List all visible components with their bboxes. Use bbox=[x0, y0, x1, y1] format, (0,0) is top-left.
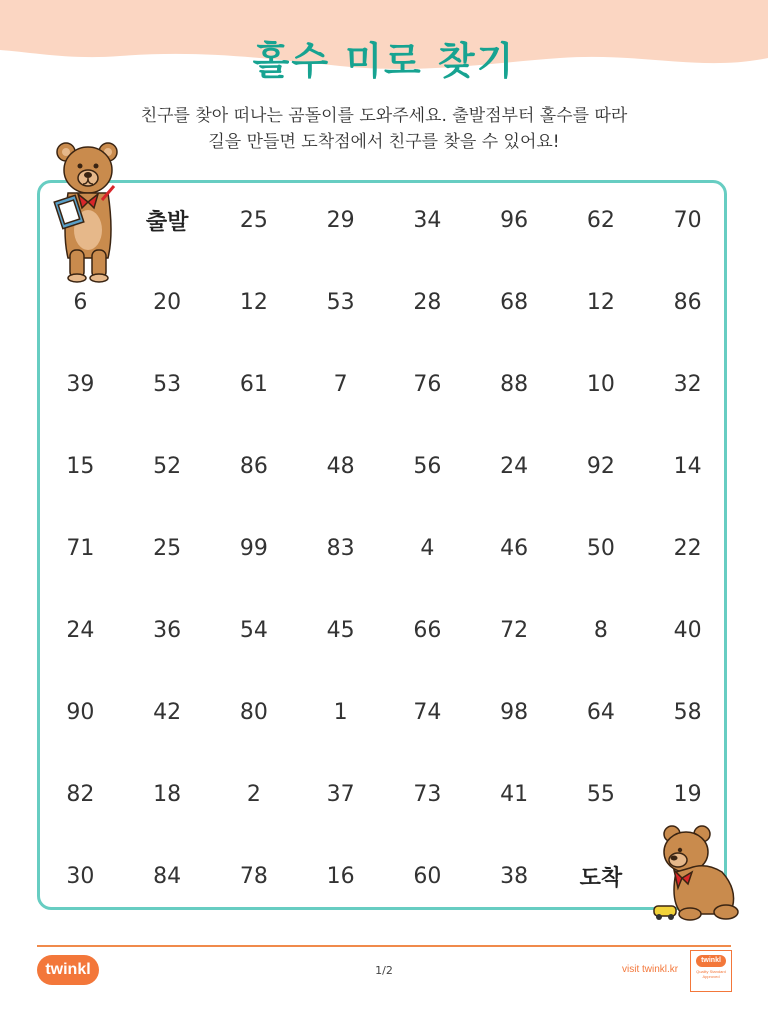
maze-cell: 52 bbox=[153, 453, 182, 479]
maze-cell: 80 bbox=[239, 699, 268, 725]
maze-cell: 72 bbox=[500, 617, 529, 643]
maze-cell: 12 bbox=[239, 289, 268, 315]
maze-cell: 48 bbox=[326, 453, 355, 479]
maze-cell: 6 bbox=[73, 289, 88, 315]
maze-cell: 56 bbox=[413, 453, 442, 479]
maze-cell: 37 bbox=[326, 781, 355, 807]
visit-link[interactable]: visit twinkl.kr bbox=[622, 964, 679, 975]
maze-cell: 34 bbox=[413, 207, 442, 233]
instructions-line-1: 친구를 찾아 떠나는 곰돌이를 도와주세요. 출발점부터 홀수를 따라 bbox=[140, 106, 628, 126]
page-number: 1/2 bbox=[375, 964, 393, 977]
maze-cell: 25 bbox=[239, 207, 268, 233]
maze-cell: 30 bbox=[66, 863, 95, 889]
maze-cell: 1 bbox=[333, 699, 348, 725]
maze-cell: 71 bbox=[66, 535, 95, 561]
maze-cell: 7 bbox=[333, 371, 348, 397]
maze-cell: 74 bbox=[413, 699, 442, 725]
maze-cell: 90 bbox=[66, 699, 95, 725]
finish-label: 도착 bbox=[579, 865, 623, 891]
maze-cell: 22 bbox=[673, 535, 702, 561]
maze-cell: 82 bbox=[66, 781, 95, 807]
maze-cell: 16 bbox=[326, 863, 355, 889]
start-label: 출발 bbox=[145, 209, 189, 235]
maze-cell: 76 bbox=[413, 371, 442, 397]
maze-cell: 46 bbox=[500, 535, 529, 561]
maze-cell: 36 bbox=[153, 617, 182, 643]
maze-cell: 20 bbox=[153, 289, 182, 315]
instructions-line-2: 길을 만들면 도착점에서 친구를 찾을 수 있어요! bbox=[208, 132, 560, 152]
maze-cell: 50 bbox=[586, 535, 615, 561]
maze-grid bbox=[37, 179, 731, 917]
maze-cell: 70 bbox=[673, 207, 702, 233]
maze-cell: 88 bbox=[500, 371, 529, 397]
maze-cell: 24 bbox=[66, 617, 95, 643]
maze-cell: 53 bbox=[153, 371, 182, 397]
maze-cell: 8 bbox=[593, 617, 608, 643]
maze-cell: 28 bbox=[413, 289, 442, 315]
maze-cell: 92 bbox=[586, 453, 615, 479]
maze-cell: 60 bbox=[413, 863, 442, 889]
maze-cell: 61 bbox=[239, 371, 268, 397]
quality-badge bbox=[690, 950, 732, 992]
maze-cell: 55 bbox=[586, 781, 615, 807]
maze-cell: 86 bbox=[673, 289, 702, 315]
maze-cell: 29 bbox=[326, 207, 355, 233]
finish-bear-illustration bbox=[650, 822, 742, 922]
maze-cell: 40 bbox=[673, 617, 702, 643]
maze-cell: 2 bbox=[246, 781, 261, 807]
maze-cell: 68 bbox=[500, 289, 529, 315]
maze-cell: 24 bbox=[500, 453, 529, 479]
maze-cell: 54 bbox=[239, 617, 268, 643]
maze-cell: 15 bbox=[66, 453, 95, 479]
maze-cell: 73 bbox=[413, 781, 442, 807]
maze-cell: 64 bbox=[586, 699, 615, 725]
maze-cell: 25 bbox=[153, 535, 182, 561]
maze-cell: 53 bbox=[326, 289, 355, 315]
maze-cell: 83 bbox=[326, 535, 355, 561]
maze-cell: 12 bbox=[586, 289, 615, 315]
maze-cell: 86 bbox=[239, 453, 268, 479]
maze-cell: 84 bbox=[153, 863, 182, 889]
instructions bbox=[60, 103, 708, 155]
start-bear-illustration bbox=[52, 138, 124, 283]
maze-cell: 32 bbox=[673, 371, 702, 397]
twinkl-logo[interactable]: twinkl bbox=[37, 955, 99, 985]
footer-divider bbox=[37, 945, 731, 947]
maze-cell: 62 bbox=[586, 207, 615, 233]
maze-cell: 99 bbox=[239, 535, 268, 561]
maze-cell: 96 bbox=[500, 207, 529, 233]
page-title: 홀수 미로 찾기 bbox=[252, 39, 516, 83]
badge-logo: twinkl bbox=[696, 955, 726, 967]
maze-cell: 58 bbox=[673, 699, 702, 725]
maze-cell: 18 bbox=[153, 781, 182, 807]
maze-cell: 41 bbox=[500, 781, 529, 807]
maze-cell: 4 bbox=[420, 535, 435, 561]
maze-cell: 38 bbox=[500, 863, 529, 889]
maze-cell: 10 bbox=[586, 371, 615, 397]
maze-cell: 14 bbox=[673, 453, 702, 479]
maze-cell: 19 bbox=[673, 781, 702, 807]
maze-cell: 78 bbox=[239, 863, 268, 889]
maze-cell: 42 bbox=[153, 699, 182, 725]
badge-text: Quality Standard Approved bbox=[696, 969, 726, 979]
maze-cell: 66 bbox=[413, 617, 442, 643]
maze-cell: 45 bbox=[326, 617, 355, 643]
maze-cell: 39 bbox=[66, 371, 95, 397]
maze-cell: 98 bbox=[500, 699, 529, 725]
